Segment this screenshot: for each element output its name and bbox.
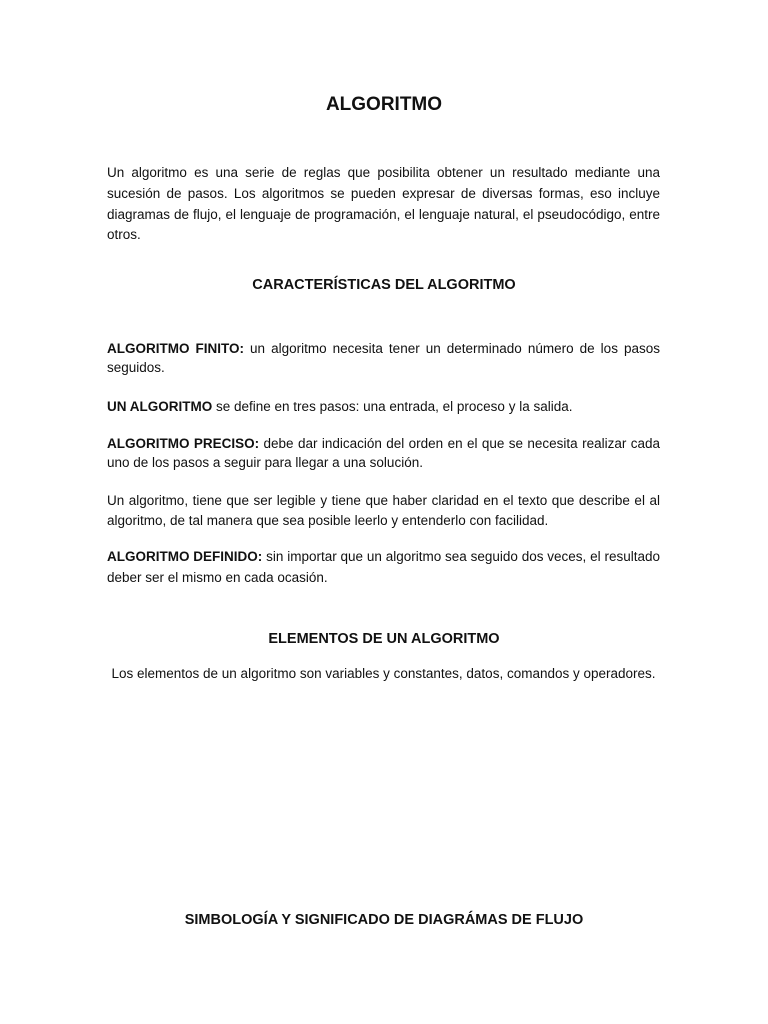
paragraph-elementos: Los elementos de un algoritmo son variables y constantes, datos, comandos y operadores.	[111, 666, 656, 681]
page-title: ALGORITMO	[325, 94, 443, 115]
label-un-algoritmo: UN ALGORITMO	[107, 399, 213, 414]
text-preciso: debe dar indicación del orden en el que se necesita realizar cada uno de los pasos a seguir para llegar a una solución.	[107, 436, 661, 470]
label-preciso: ALGORITMO PRECISO:	[107, 436, 260, 451]
heading-caracteristicas: CARACTERÍSTICAS DEL ALGORITMO	[252, 277, 516, 293]
text-un-algoritmo: se define en tres pasos: una entrada, el proceso y la salida.	[212, 399, 573, 414]
paragraph-legible: Un algoritmo, tiene que ser legible y tiene que haber claridad en el texto que describe el al algoritmo, de tal manera que sea posible leerlo y entenderlo con facilidad.	[107, 493, 660, 528]
text-finito: un algoritmo necesita tener un determinado número de los pasos seguidos.	[107, 341, 660, 375]
label-definido: ALGORITMO DEFINIDO:	[107, 549, 263, 564]
paragraph-preciso	[107, 434, 660, 472]
intro-paragraph: Un algoritmo es una serie de reglas que posibilita obtener un resultado mediante una sucesión de pasos. Los algoritmos se pueden expresar de diversas formas, eso incluye diagramas de flujo, el lenguaje de programación, el lenguaje natural, el pseudocódigo, entre otros.	[107, 165, 660, 243]
heading-elementos: ELEMENTOS DE UN ALGORITMO	[268, 631, 500, 647]
label-finito: ALGORITMO FINITO:	[107, 341, 245, 356]
paragraph-un-algoritmo	[107, 397, 660, 418]
paragraph-definido	[107, 547, 660, 588]
paragraph-finito	[107, 339, 660, 377]
heading-simbologia: SIMBOLOGÍA Y SIGNIFICADO DE DIAGRÁMAS DE FLUJO	[184, 912, 584, 928]
text-definido: sin importar que un algoritmo sea seguido dos veces, el resultado deber ser el mismo en cada ocasión.	[107, 549, 660, 585]
